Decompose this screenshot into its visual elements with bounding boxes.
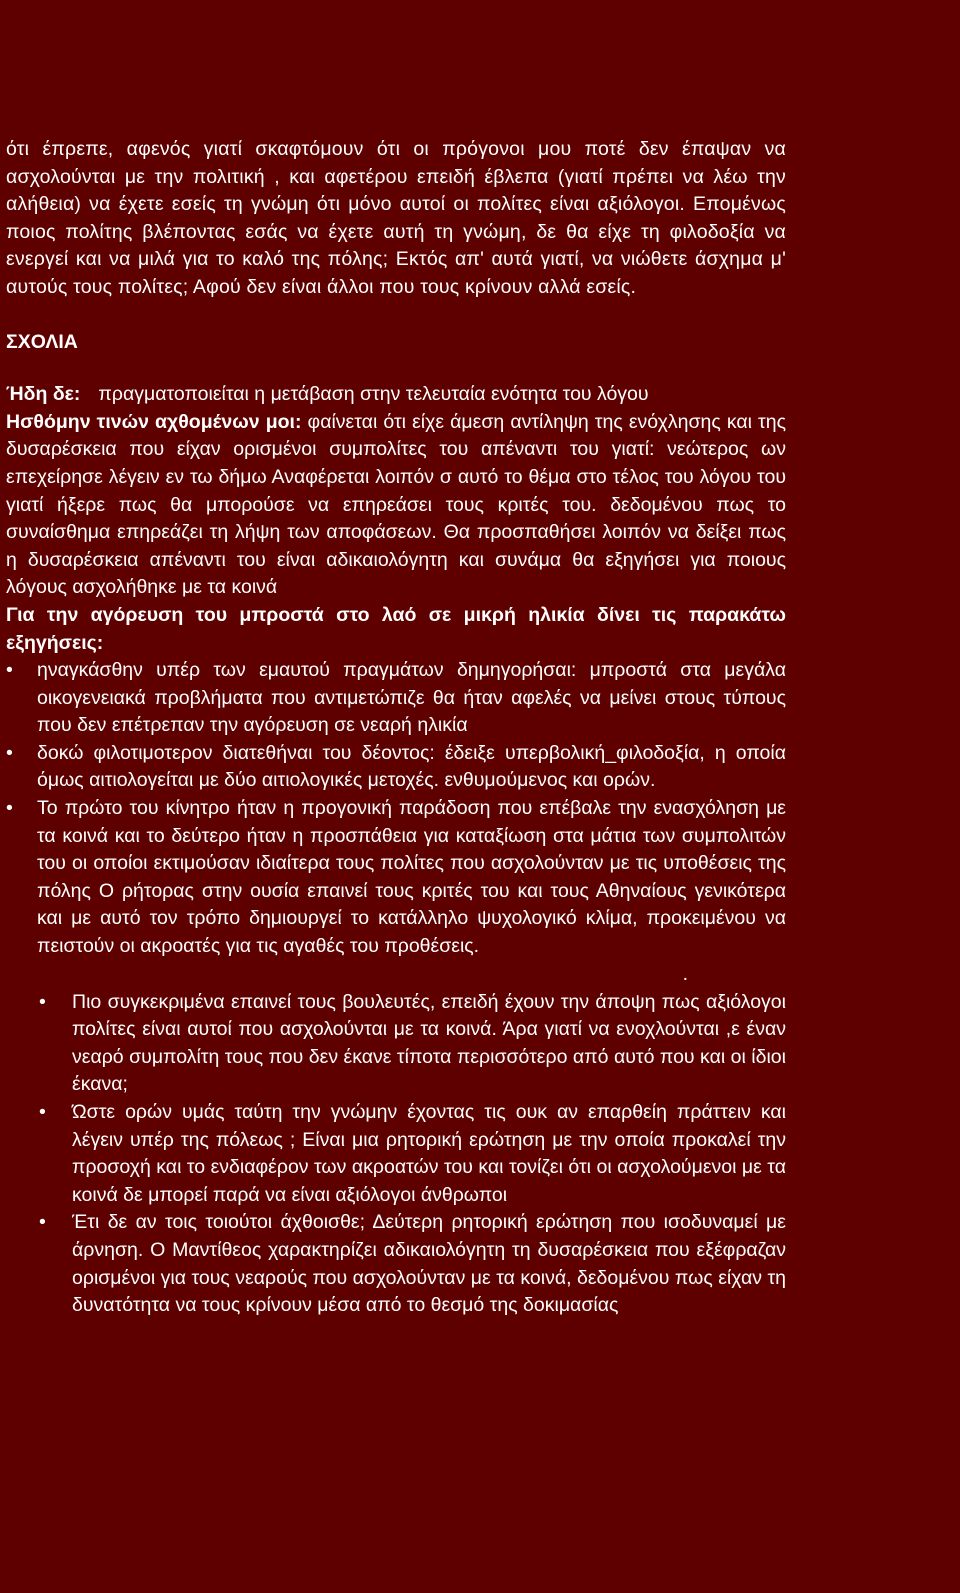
intro-paragraph: ότι έπρεπε, αφενός γιατί σκαφτόμουν ότι οι πρόγονοι μου ποτέ δεν έπαψαν να ασχολούνται με την πολιτική , και αφετέρου επειδή έβλεπα (γιατί πρέπει να λέω την αλήθεια) να έχετε εσείς τη γνώμη ότι μόνο αυτοί οι πολίτες είναι αξιόλογοι. Επομένως ποιος πολίτης βλέποντας εσάς να έχετε αυτή τη γνώμη, δε θα είχε τη φιλοδοξία να ενεργεί και να μιλά για το καλό της πόλης; Εκτός απ' αυτά γιατί, να νιώθετε άσχημα μ' αυτούς τους πολίτες; Αφού δεν είναι άλλοι που τους κρίνουν αλλά εσείς. <box>6 138 786 298</box>
list-item <box>6 795 786 961</box>
list-item <box>6 740 786 795</box>
bullet-icon: • <box>6 797 13 820</box>
bullet-icon: • <box>39 1211 46 1234</box>
list-item-text: Έτι δε αν τοις τοιούτοι άχθοισθε; Δεύτερη ρητορική ερώτηση που ισοδυναμεί με άρνηση. Ο Μαντίθεος χαρακτηρίζει αδικαιολόγητη τη δυσαρέσκεια που εξέφραζαν ορισμένοι για τους νεαρούς που ασχολούνταν με τα κοινά, δεδομένου πως είχαν τη δυνατότητα να τους κρίνουν μέσα από το θεσμό της δοκιμασίας <box>72 1211 786 1317</box>
section-heading: ΣΧΟΛΙΑ <box>6 330 78 353</box>
list-item-text: ηναγκάσθην υπέρ των εμαυτού πραγμάτων δημηγορήσαι: μπροστά στα μεγάλα οικογενειακά προβλήματα που αντιμετώπιζε θα ήταν αφελές να μείνει στους τύπους που δεν επέτρεπαν την αγόρευση σε νεαρή ηλικία <box>37 659 786 737</box>
list-item <box>6 657 786 740</box>
list-item-text: Το πρώτο του κίνητρο ήταν η προγονική παράδοση που επέβαλε την ενασχόληση με τα κοινά και το δεύτερο ήταν η προσπάθεια για καταξίωση στα μάτια των συμπολιτών του οι οποίοι εκτιμούσαν ιδιαίτερα τους πολίτες που ασχολούνταν με τις υποθέσεις της πόλης Ο ρήτορας στην ουσία επαινεί τους κριτές του και τους Αθηναίους γενικότερα και με αυτό τον τρόπο δημιουργεί το κατάλληλο ψυχολογικό κλίμα, προκειμένου να πειστούν οι ακροατές για τις αγαθές του προθέσεις. <box>37 797 786 958</box>
comment-paragraph-2 <box>6 409 786 602</box>
bullet-icon: • <box>6 741 13 764</box>
comment-term-2: Ησθόμην τινών αχθομένων μοι: <box>6 410 302 433</box>
bullet-icon: • <box>39 1101 46 1123</box>
comment-term-1: Ήδη δε: <box>6 383 81 406</box>
bullet-icon: • <box>6 659 13 682</box>
explanations-list <box>6 657 786 961</box>
comment-text-1: πραγματοποιείται η μετάβαση στην τελευταία ενότητα του λόγου <box>98 383 649 406</box>
list-item <box>6 1209 786 1319</box>
stray-dot: . <box>682 962 688 985</box>
comment-paragraph-1 <box>6 381 786 409</box>
list-item-text: δοκώ φιλοτιμοτερον διατεθήναι του δέοντος: έδειξε υπερβολική_φιλοδοξία, η οποία όμως αιτιολογείται με δύο αιτιολογικές μετοχές. ενθυμούμενος και ορών. <box>37 741 786 792</box>
document-page <box>6 136 786 1320</box>
list-item <box>6 1099 786 1209</box>
rhetorical-list <box>6 989 786 1320</box>
bullet-icon: • <box>39 990 46 1013</box>
list-item <box>6 989 786 1099</box>
list-item-text: Πιο συγκεκριμένα επαινεί τους βουλευτές, επειδή έχουν την άποψη πως αξιόλογοι πολίτες είναι αυτοί που ασχολούνται με τα κοινά. Άρα γιατί να ενοχλούνται ,ε έναν νεαρό συμπολίτη τους που δεν έκανε τίποτα περισσότερο από αυτό που και οι ίδιοι έκανα; <box>72 990 786 1096</box>
list-item-text: Ώστε ορών υμάς ταύτη την γνώμην έχοντας τις ουκ αν επαρθείη πράττειν και λέγειν υπέρ της πόλεως ; Είναι μια ρητορική ερώτηση με την οποία προκαλεί την προσοχή και το ενδιαφέρον των ακροατών του και τονίζει ότι οι ασχολούμενοι με τα κοινά δε μπορεί παρά να είναι αξιόλογοι άνθρωποι <box>72 1101 786 1206</box>
explanations-intro: Για την αγόρευση του μπροστά στο λαό σε μικρή ηλικία δίνει τις παρακάτω εξηγήσεις: <box>6 603 786 654</box>
comment-text-2: φαίνεται ότι είχε άμεση αντίληψη της ενόχλησης και της δυσαρέσκεια που είχαν ορισμένοι συμπολίτες του απέναντι του γιατί: νεώτερος ων επεχείρησε λέγειν εν τω δήμω Αναφέρεται λοιπόν σ αυτό το θέμα στο τέλος του λόγου του γιατί ήξερε πως θα μπορούσε να επηρεάσει τους κριτές του. δεδομένου πως το συναίσθημα επηρεάζει τη λήψη των αποφάσεων. Θα προσπαθήσει λοιπόν να δείξει πως η δυσαρέσκεια απέναντι του είναι αδικαιολόγητη και συνάμα θα εξηγήσει για ποιους λόγους ασχολήθηκε με τα κοινά <box>6 410 786 599</box>
